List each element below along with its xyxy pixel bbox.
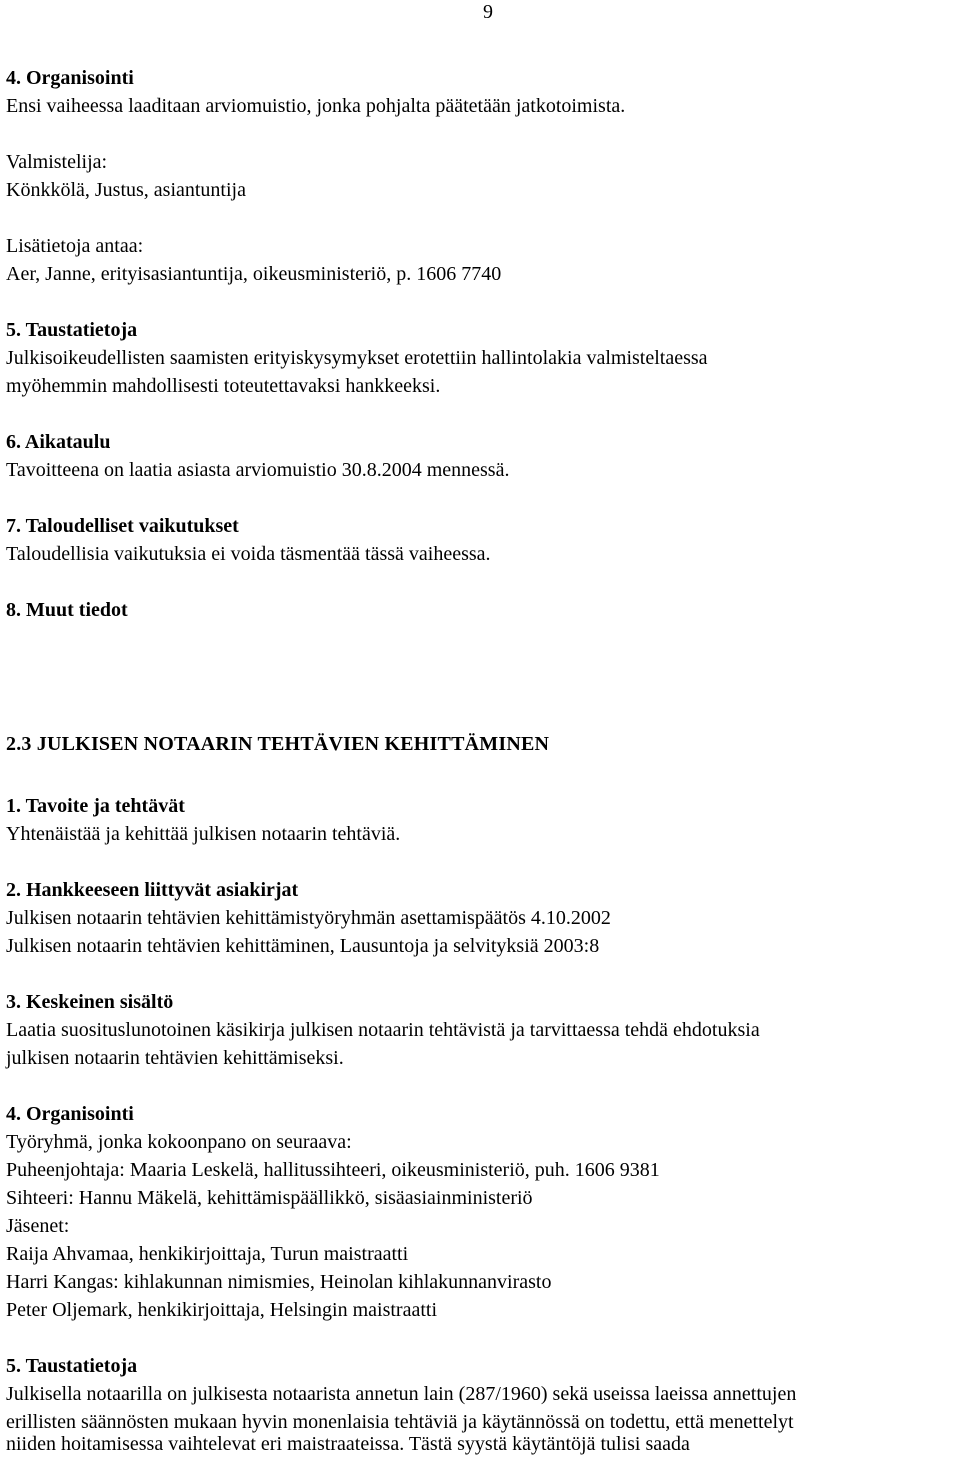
section-heading-organisation: 4. Organisointi [6,67,134,89]
paragraph-line: Puheenjohtaja: Maaria Leskelä, hallitussihteeri, oikeusministeriö, puh. 1606 9381 [6,1159,660,1181]
paragraph-line: Jäsenet: [6,1215,70,1237]
paragraph-line: Peter Oljemark, henkikirjoittaja, Helsingin maistraatti [6,1299,437,1321]
section-heading-schedule: 6. Aikataulu [6,431,111,453]
info-contact: Aer, Janne, erityisasiantuntija, oikeusministeriö, p. 1606 7740 [6,263,502,285]
paragraph-line: Julkisoikeudellisten saamisten erityiskysymykset erotettiin hallintolakia valmisteltaessa [6,347,708,369]
section-heading-organisation-b: 4. Organisointi [6,1103,134,1125]
section-heading-background: 5. Taustatietoja [6,319,138,341]
paragraph-line: Harri Kangas: kihlakunnan nimismies, Heinolan kihlakunnanvirasto [6,1271,552,1293]
page-number: 9 [483,1,493,23]
section-heading-goal: 1. Tavoite ja tehtävät [6,795,185,817]
paragraph-organisation-text: Ensi vaiheessa laaditaan arviomuistio, jonka pohjalta päätetään jatkotoimista. [6,95,626,117]
paragraph-goal-text: Yhtenäistää ja kehittää julkisen notaarin tehtäviä. [6,823,401,845]
paragraph-line: myöhemmin mahdollisesti toteutettavaksi hankkeeksi. [6,375,441,397]
section-heading-content: 3. Keskeinen sisältö [6,991,174,1013]
paragraph-line: Sihteeri: Hannu Mäkelä, kehittämispäällikkö, sisäasiainministeriö [6,1187,533,1209]
paragraph-financial-text: Taloudellisia vaikutuksia ei voida täsmentää tässä vaiheessa. [6,543,491,565]
info-label: Lisätietoja antaa: [6,235,144,257]
section-title: 2.3 JULKISEN NOTAARIN TEHTÄVIEN KEHITTÄMINEN [6,733,550,755]
paragraph-line: niiden hoitamisessa vaihtelevat eri maistraateissa. Tästä syystä käytäntöjä tulisi saada [6,1433,690,1455]
paragraph-line: Työryhmä, jonka kokoonpano on seuraava: [6,1131,352,1153]
paragraph-line: Julkisen notaarin tehtävien kehittäminen, Lausuntoja ja selvityksiä 2003:8 [6,935,600,957]
paragraph-line: julkisen notaarin tehtävien kehittämiseksi. [6,1047,344,1069]
paragraph-line: Raija Ahvamaa, henkikirjoittaja, Turun maistraatti [6,1243,409,1265]
paragraph-line: erillisten säännösten mukaan hyvin monenlaisia tehtäviä ja käytännössä on todettu, että menettelyt [6,1411,794,1433]
paragraph-line: Julkisella notaarilla on julkisesta notaarista annetun lain (287/1960) sekä useissa laeissa annettujen [6,1383,797,1405]
preparer-name: Könkkölä, Justus, asiantuntija [6,179,246,201]
paragraph-schedule-text: Tavoitteena on laatia asiasta arviomuistio 30.8.2004 mennessä. [6,459,510,481]
section-heading-documents: 2. Hankkeeseen liittyvät asiakirjat [6,879,299,901]
preparer-label: Valmistelija: [6,151,108,173]
section-heading-financial: 7. Taloudelliset vaikutukset [6,515,239,537]
paragraph-line: Julkisen notaarin tehtävien kehittämistyöryhmän asettamispäätös 4.10.2002 [6,907,611,929]
paragraph-line: Laatia suosituslunotoinen käsikirja julkisen notaarin tehtävistä ja tarvittaessa tehdä ehdotuksia [6,1019,760,1041]
section-heading-other: 8. Muut tiedot [6,599,128,621]
section-heading-background-b: 5. Taustatietoja [6,1355,138,1377]
